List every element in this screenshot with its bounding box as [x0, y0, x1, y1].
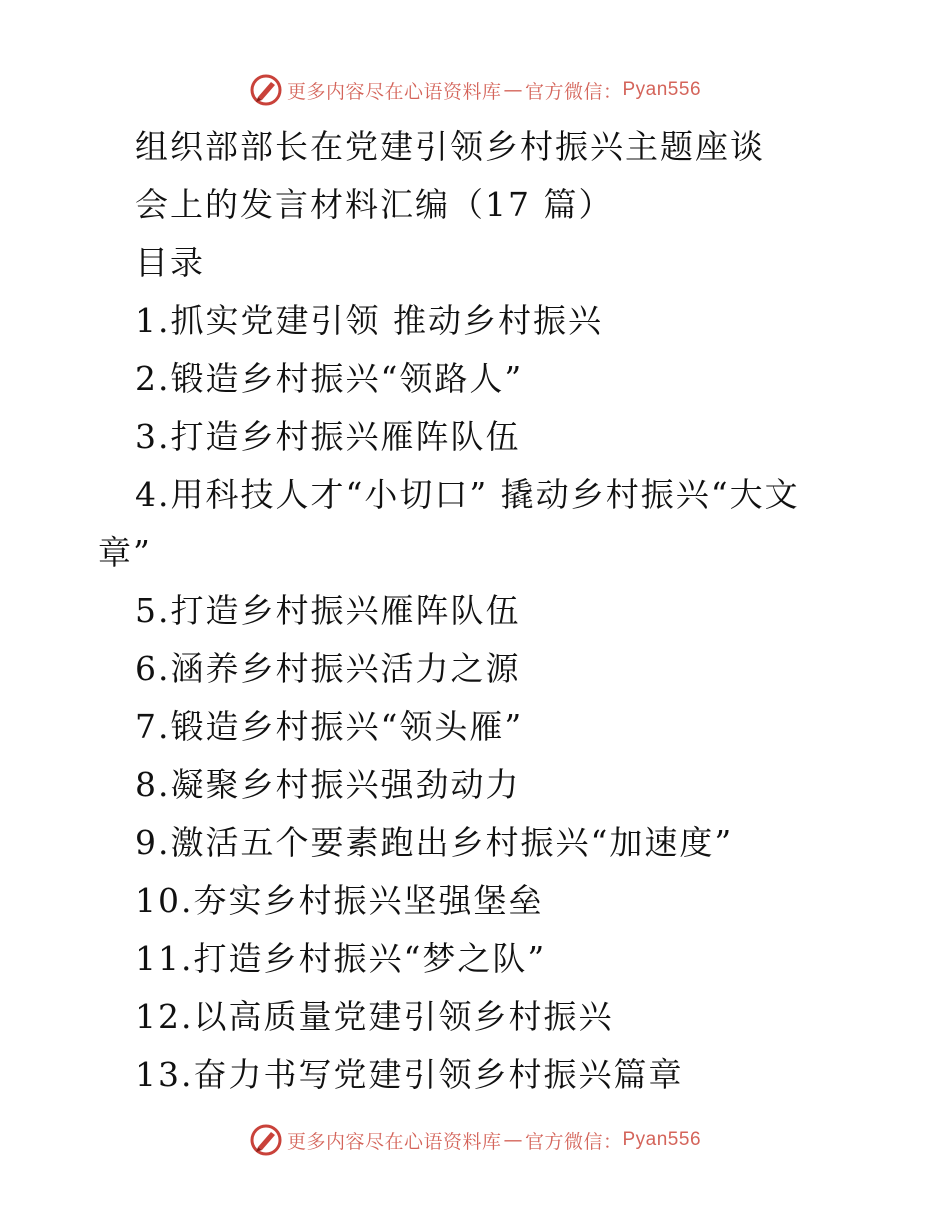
document-title-line-1: 组织部部长在党建引领乡村振兴主题座谈 [135, 127, 765, 166]
toc-heading: 目录 [135, 243, 205, 282]
toc-item: 2.锻造乡村振兴“领路人” [135, 359, 524, 398]
toc-item: 8.凝聚乡村振兴强劲动力 [135, 765, 521, 804]
watermark-label: 官方微信： [524, 1130, 623, 1153]
toc-item: 9.激活五个要素跑出乡村振兴“加速度” [135, 823, 734, 862]
watermark-text: 更多内容尽在心语资料库 [286, 80, 502, 103]
header-watermark [0, 70, 950, 110]
watermark-label: 官方微信： [524, 80, 623, 103]
watermark-separator: — [503, 79, 523, 101]
pen-logo-icon [249, 73, 283, 107]
toc-item: 13.奋力书写党建引领乡村振兴篇章 [135, 1055, 684, 1094]
pen-logo-icon [249, 1123, 283, 1157]
watermark-text: 更多内容尽在心语资料库 [286, 1130, 502, 1153]
watermark-separator: — [503, 1129, 523, 1151]
toc-item-continuation: 章” [98, 533, 152, 572]
toc-item: 12.以高质量党建引领乡村振兴 [135, 997, 614, 1036]
document-title-line-2: 会上的发言材料汇编（17 篇） [135, 185, 614, 224]
toc-item: 4.用科技人才“小切口” 撬动乡村振兴“大文 [135, 475, 800, 514]
toc-item: 3.打造乡村振兴雁阵队伍 [135, 417, 521, 456]
watermark-account: Pyan556 [622, 1129, 702, 1150]
watermark-account: Pyan556 [622, 79, 702, 100]
footer-watermark [0, 1120, 950, 1160]
toc-item: 10.夯实乡村振兴坚强堡垒 [135, 881, 544, 920]
toc-item: 11.打造乡村振兴“梦之队” [135, 939, 547, 978]
toc-item: 5.打造乡村振兴雁阵队伍 [135, 591, 521, 630]
toc-item: 6.涵养乡村振兴活力之源 [135, 649, 521, 688]
toc-item: 1.抓实党建引领 推动乡村振兴 [135, 301, 603, 340]
toc-item: 7.锻造乡村振兴“领头雁” [135, 707, 524, 746]
